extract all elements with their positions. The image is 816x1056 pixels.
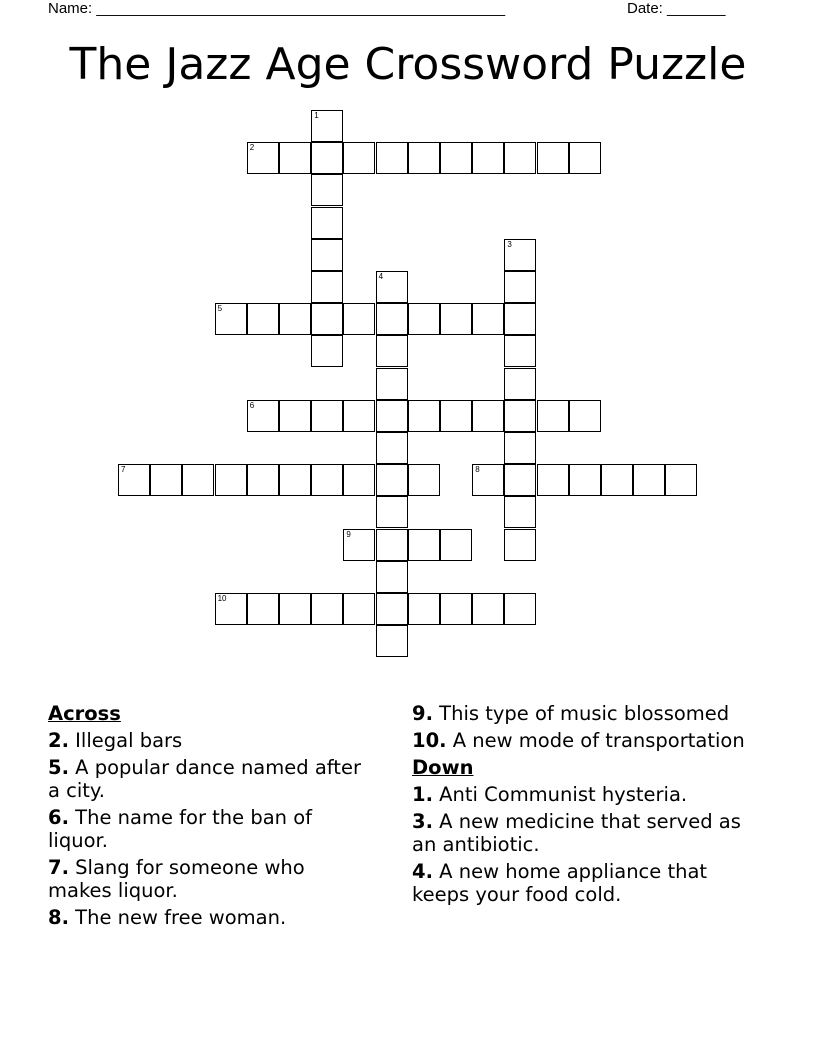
- clue-down-4: [412, 860, 752, 906]
- crossword-cell[interactable]: [376, 271, 408, 303]
- crossword-cell[interactable]: [601, 464, 633, 496]
- clue-number: 6.: [48, 806, 69, 829]
- cell-number: 8: [475, 465, 480, 475]
- crossword-cell[interactable]: [633, 464, 665, 496]
- crossword-cell[interactable]: [440, 400, 472, 432]
- crossword-cell[interactable]: [247, 303, 279, 335]
- crossword-cell[interactable]: [537, 400, 569, 432]
- crossword-cell[interactable]: [247, 464, 279, 496]
- clue-number: 4.: [412, 860, 433, 883]
- crossword-cell[interactable]: [472, 464, 504, 496]
- crossword-cell[interactable]: [376, 593, 408, 625]
- clue-text: Slang for someone who makes liquor.: [48, 856, 305, 902]
- crossword-cell[interactable]: [504, 593, 536, 625]
- crossword-cell[interactable]: [504, 303, 536, 335]
- crossword-cell[interactable]: [440, 303, 472, 335]
- name-field-label[interactable]: Name: _________________________________________________: [48, 0, 506, 17]
- clue-across-2: [48, 729, 368, 752]
- crossword-cell[interactable]: [569, 400, 601, 432]
- down-heading: Down: [412, 756, 474, 779]
- crossword-cell[interactable]: [311, 207, 343, 239]
- clue-number: 9.: [412, 702, 433, 725]
- clue-across-10: [412, 729, 752, 752]
- crossword-cell[interactable]: [472, 142, 504, 174]
- crossword-cell[interactable]: [311, 110, 343, 142]
- crossword-cell[interactable]: [247, 142, 279, 174]
- crossword-cell[interactable]: [376, 561, 408, 593]
- crossword-cell[interactable]: [311, 239, 343, 271]
- crossword-cell[interactable]: [569, 464, 601, 496]
- clue-down-1: [412, 783, 752, 806]
- page-title: The Jazz Age Crossword Puzzle: [69, 39, 747, 90]
- cell-number: 7: [121, 465, 126, 475]
- crossword-cell[interactable]: [440, 593, 472, 625]
- crossword-cell[interactable]: [247, 400, 279, 432]
- crossword-cell[interactable]: [311, 174, 343, 206]
- crossword-cell[interactable]: [376, 400, 408, 432]
- crossword-cell[interactable]: [376, 303, 408, 335]
- clue-across-7: [48, 856, 368, 902]
- crossword-cell[interactable]: [504, 432, 536, 464]
- crossword-cell[interactable]: [408, 529, 440, 561]
- clue-text: Anti Communist hysteria.: [432, 783, 688, 806]
- clue-text: A popular dance named after a city.: [48, 756, 361, 802]
- clue-text: A new medicine that served as an antibiotic.: [412, 810, 741, 856]
- crossword-cell[interactable]: [311, 271, 343, 303]
- crossword-cell[interactable]: [408, 400, 440, 432]
- cell-number: 1: [314, 111, 319, 120]
- crossword-cell[interactable]: [311, 303, 343, 335]
- crossword-cell[interactable]: [215, 593, 247, 625]
- crossword-cell[interactable]: [408, 142, 440, 174]
- crossword-cell[interactable]: [472, 303, 504, 335]
- clue-across-9: [412, 702, 752, 725]
- crossword-cell[interactable]: [537, 142, 569, 174]
- crossword-cell[interactable]: [376, 529, 408, 561]
- crossword-cell[interactable]: [504, 142, 536, 174]
- crossword-cell[interactable]: [343, 529, 375, 561]
- crossword-cell[interactable]: [504, 271, 536, 303]
- clue-text: This type of music blossomed: [432, 702, 730, 725]
- crossword-cell[interactable]: [472, 593, 504, 625]
- crossword-cell[interactable]: [279, 400, 311, 432]
- clue-text: The new free woman.: [68, 906, 287, 929]
- crossword-cell[interactable]: [118, 464, 150, 496]
- crossword-cell[interactable]: [215, 464, 247, 496]
- crossword-cell[interactable]: [376, 368, 408, 400]
- crossword-cell[interactable]: [182, 464, 214, 496]
- crossword-cell[interactable]: [343, 303, 375, 335]
- crossword-cell[interactable]: [247, 593, 279, 625]
- crossword-cell[interactable]: [504, 335, 536, 367]
- crossword-cell[interactable]: [279, 593, 311, 625]
- clue-number: 10.: [412, 729, 447, 752]
- clue-text: A new mode of transportation: [446, 729, 745, 752]
- crossword-cell[interactable]: [665, 464, 697, 496]
- crossword-cell[interactable]: [279, 142, 311, 174]
- clue-text: Illegal bars: [68, 729, 183, 752]
- crossword-cell[interactable]: [376, 625, 408, 657]
- clue-number: 2.: [48, 729, 69, 752]
- crossword-cell[interactable]: [440, 142, 472, 174]
- crossword-cell[interactable]: [504, 400, 536, 432]
- crossword-cell[interactable]: [279, 464, 311, 496]
- crossword-cell[interactable]: [215, 303, 247, 335]
- crossword-cell[interactable]: [504, 368, 536, 400]
- clues-column-left: [48, 702, 368, 933]
- across-heading: Across: [48, 702, 121, 725]
- clue-number: 3.: [412, 810, 433, 833]
- crossword-cell[interactable]: [311, 335, 343, 367]
- cell-number: 10: [217, 594, 227, 603]
- date-field-label[interactable]: Date: _______: [627, 0, 726, 17]
- crossword-cell[interactable]: [376, 432, 408, 464]
- crossword-cell[interactable]: [343, 142, 375, 174]
- clue-number: 1.: [412, 783, 433, 806]
- crossword-cell[interactable]: [504, 464, 536, 496]
- clue-number: 5.: [48, 756, 69, 779]
- crossword-cell[interactable]: [504, 529, 536, 561]
- crossword-cell[interactable]: [408, 303, 440, 335]
- cell-number: 9: [346, 529, 351, 539]
- crossword-cell[interactable]: [472, 400, 504, 432]
- cell-number: 6: [249, 400, 255, 410]
- crossword-cell[interactable]: [440, 529, 472, 561]
- clue-number: 8.: [48, 906, 69, 929]
- crossword-cell[interactable]: [376, 496, 408, 528]
- clue-down-3: [412, 810, 752, 856]
- crossword-cell[interactable]: [504, 496, 536, 528]
- crossword-cell[interactable]: [279, 303, 311, 335]
- cell-number: 3: [507, 239, 512, 249]
- crossword-cell[interactable]: [311, 142, 343, 174]
- crossword-cell[interactable]: [150, 464, 182, 496]
- crossword-cell[interactable]: [343, 400, 375, 432]
- clue-across-8: [48, 906, 368, 929]
- crossword-cell[interactable]: [408, 464, 440, 496]
- crossword-cell[interactable]: [376, 335, 408, 367]
- crossword-cell[interactable]: [311, 400, 343, 432]
- clues-column-right: [412, 702, 752, 910]
- crossword-cell[interactable]: [343, 464, 375, 496]
- clue-across-6: [48, 806, 368, 852]
- clue-text: A new home appliance that keeps your food cold.: [412, 860, 708, 906]
- crossword-cell[interactable]: [311, 464, 343, 496]
- cell-number: 4: [378, 272, 384, 281]
- clue-across-5: [48, 756, 368, 802]
- crossword-cell[interactable]: [376, 464, 408, 496]
- crossword-cell[interactable]: [569, 142, 601, 174]
- cell-number: 2: [249, 143, 255, 153]
- crossword-cell[interactable]: [343, 593, 375, 625]
- crossword-cell[interactable]: [376, 142, 408, 174]
- cell-number: 5: [217, 304, 223, 314]
- crossword-cell[interactable]: [408, 593, 440, 625]
- crossword-cell[interactable]: [311, 593, 343, 625]
- clue-text: The name for the ban of liquor.: [48, 806, 313, 852]
- crossword-cell[interactable]: [537, 464, 569, 496]
- crossword-cell[interactable]: [504, 239, 536, 271]
- clue-number: 7.: [48, 856, 69, 879]
